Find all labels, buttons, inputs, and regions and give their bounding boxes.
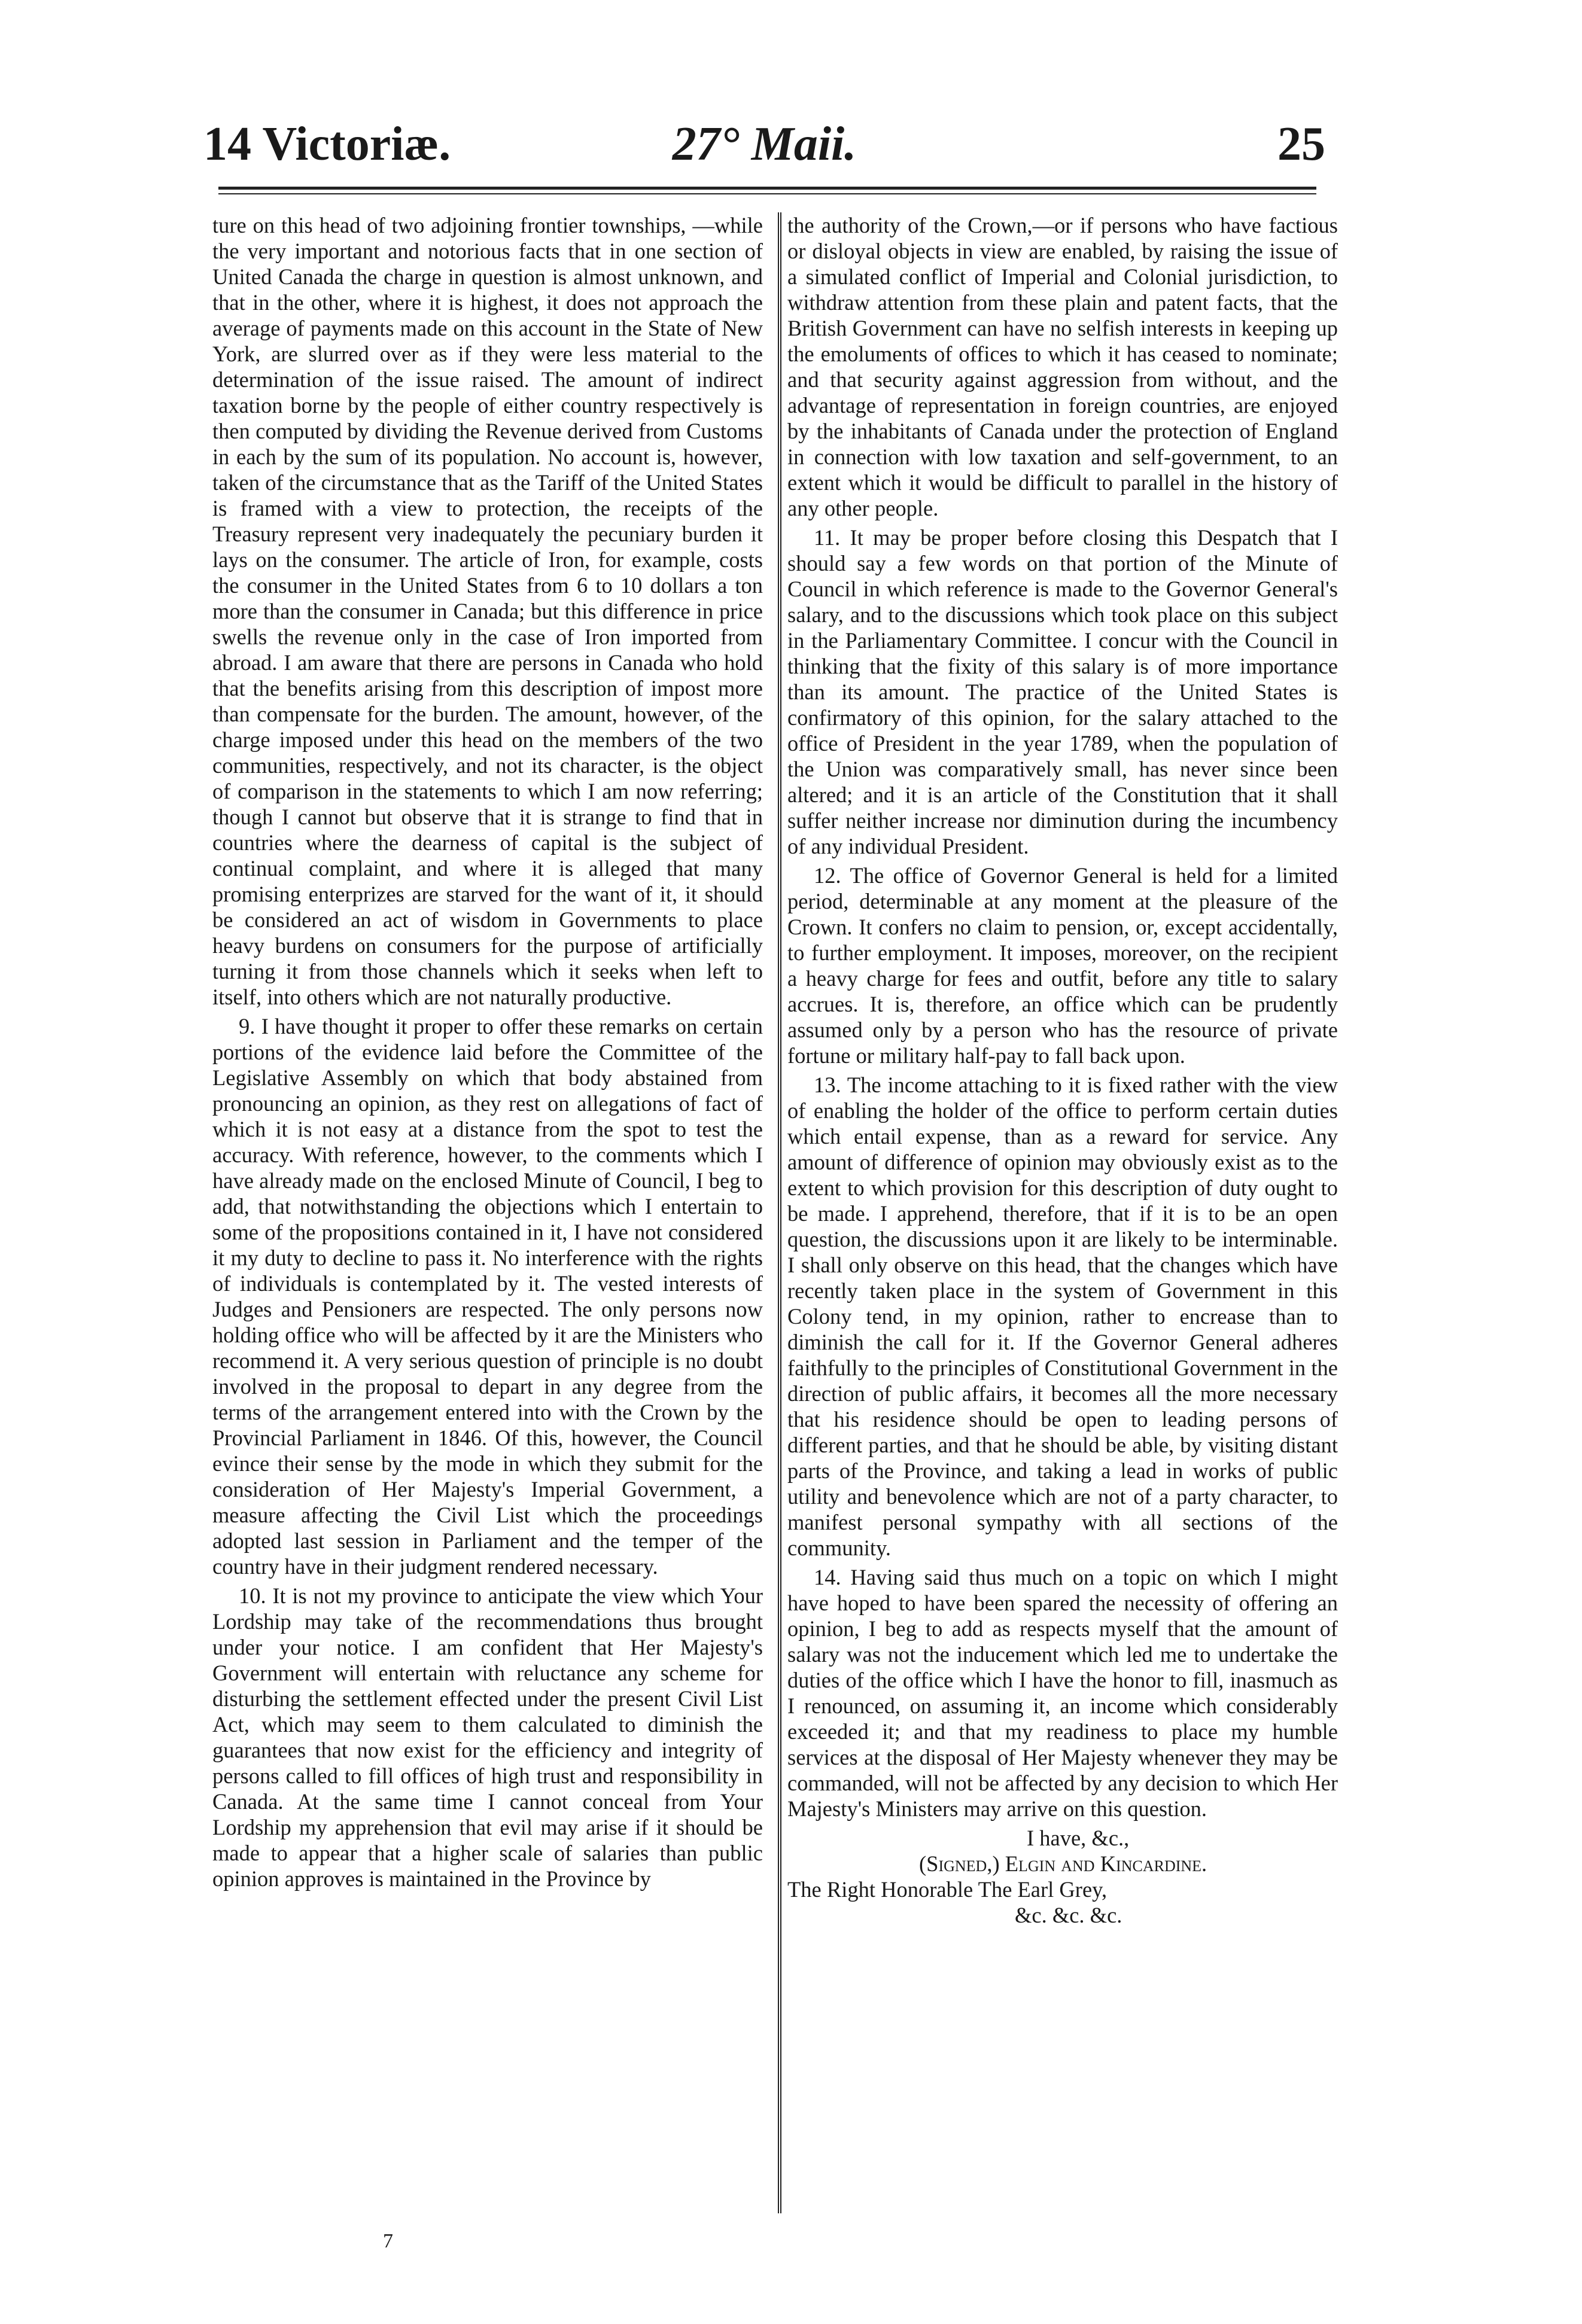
- header-date: 27° Maii.: [672, 118, 857, 170]
- signed-line: (Signed,) Elgin and Kincardine.: [919, 1851, 1207, 1876]
- page-number: 25: [1277, 118, 1325, 170]
- paragraph: 10. It is not my province to anticipate the view which Your Lordship may take of the recommendations thus brought under your notice. I am confident that Her Majesty's Government will entertain with reluctance any scheme for disturbing the settlement effected under the present Civil List Act, which may seem to them calculated to diminish the guarantees that now exist for the efficiency and integrity of persons called to fill offices of high trust and responsibility in Canada. At the same time I cannot conceal from Your Lordship my apprehension that evil may arise if it should be made to appear that a higher scale of salaries than public opinion approves is maintained in the Province by: [212, 1583, 763, 1891]
- paragraph: 11. It may be proper before closing this Despatch that I should say a few words on that portion of the Minute of Council in which reference is made to the Governor General's salary, and to the discussions which took place on this subject in the Parliamentary Committee. I concur with the Council in thinking that the fixity of this salary is of more importance than its amount. The practice of the United States is confirmatory of this opinion, for the salary attached to the office of President in the year 1789, when the population of the Union was comparatively small, has never since been altered; and it is an article of the Constitution that it shall suffer neither increase nor diminution during the incumbency of any individual President.: [787, 525, 1338, 858]
- paragraph: 14. Having said thus much on a topic on which I might have hoped to have been spared the necessity of offering an opinion, I beg to add as respects myself that the amount of salary was not the inducement which led me to undertake the duties of the office which I have the honor to fill, inasmuch as I renounced, on assuming it, an income which considerably exceeded it; and that my readiness to place my humble services at the disposal of Her Majesty whenever they may be commanded, will not be affected by any decision to which Her Majesty's Ministers may arrive on this question.: [787, 1565, 1338, 1821]
- header-rule-thin: [218, 193, 1316, 194]
- paragraph: 9. I have thought it proper to offer these remarks on certain portions of the evidence laid before the Committee of the Legislative Assembly on which that body abstained from pronouncing an opinion, as they rest on allegations of fact of which it is not easy at a distance from the spot to test the accuracy. With reference, however, to the comments which I have already made on the enclosed Minute of Council, I beg to add, that notwithstanding the objections which I entertain to some of the propositions contained in it, I have not considered it my duty to decline to pass it. No interference with the rights of individuals is contemplated by it. The vested interests of Judges and Pensioners are respected. The only persons now holding office who will be affected by it are the Ministers who recommend it. A very serious question of principle is no doubt involved in the proposal to depart in any degree from the terms of the arrangement entered into with the Crown by the Provincial Parliament in 1846. Of this, however, the Council evince their sense by the mode in which they submit for the consideration of Her Majesty's Imperial Government, a measure affecting the Civil List which the proceedings adopted last session in Parliament and the temper of the country have in their judgment rendered necessary.: [212, 1014, 763, 1579]
- addressee-line: The Right Honorable The Earl Grey,: [787, 1877, 1108, 1902]
- paragraph: 12. The office of Governor General is held for a limited period, determinable at any moment at the pleasure of the Crown. It confers no claim to pension, or, except accidentally, to further employment. It imposes, moreover, on the recipient a heavy charge for fees and outfit, before any title to salary accrues. It is, therefore, an office which can be prudently assumed only by a person who has the resource of private fortune or military half-pay to fall back upon.: [787, 863, 1338, 1068]
- etc-line: &c. &c. &c.: [1015, 1903, 1122, 1927]
- column-divider: [778, 212, 781, 2213]
- left-column: [212, 212, 763, 2219]
- paragraph: the authority of the Crown,—or if persons who have factious or disloyal objects in view are enabled, by raising the issue of a simulated conflict of Imperial and Colonial jurisdiction, to withdraw attention from these plain and patent facts, that the British Government can have no selfish interests in keeping up the emoluments of offices to which it has ceased to nominate; and that security against aggression from without, and the advantage of representation in foreign countries, are enjoyed by the inhabitants of Canada under the protection of England in connection with low taxation and self-government, to an extent which it would be difficult to parallel in the history of any other people.: [787, 213, 1338, 520]
- signature-block: [787, 1825, 1338, 1928]
- closing-line: I have, &c.,: [1027, 1826, 1130, 1850]
- paragraph: ture on this head of two adjoining frontier townships, —while the very important and notorious facts that in one section of United Canada the charge in question is almost unknown, and that in the other, where it is highest, it does not approach the average of payments made on this account in the State of New York, are slurred over as if they were less material to the determination of the issue raised. The amount of indirect taxation borne by the people of either country respectively is then computed by dividing the Revenue derived from Customs in each by the sum of its population. No account is, however, taken of the circumstance that as the Tariff of the United States is framed with a view to protection, the receipts of the Treasury represent very inadequately the pecuniary burden it lays on the consumer. The article of Iron, for example, costs the consumer in the United States from 6 to 10 dollars a ton more than the consumer in Canada; but this difference in price swells the revenue only in the case of Iron imported from abroad. I am aware that there are persons in Canada who hold that the benefits arising from this description of impost more than compensate for the burden. The amount, however, of the charge imposed under this head on the members of the two communities, respectively, and not its character, is the object of comparison in the statements to which I am now referring; though I cannot but observe that it is strange to find that in countries where the dearness of capital is the subject of continual complaint, and where it is alleged that many promising enterprizes are starved for the want of it, it should be considered an act of wisdom in Governments to place heavy burdens on consumers for the purpose of artificially turning it from those channels which it seeks when left to itself, into others which are not naturally productive.: [212, 213, 763, 1009]
- running-header: [203, 117, 1325, 183]
- paragraph: 13. The income attaching to it is fixed rather with the view of enabling the holder of the office to perform certain duties which entail expense, than as a reward for service. Any amount of difference of opinion may obviously exist as to the extent to which provision for this description of duty ought to be made. I apprehend, therefore, that if it is to be an open question, the discussions upon it are likely to be interminable. I shall only observe on this head, that the changes which have recently taken place in the system of Government in this Colony tend, in my opinion, rather to encrease than to diminish the call for it. If the Governor General adheres faithfully to the principles of Constitutional Government in the direction of public affairs, it becomes all the more necessary that his residence should be open to leading persons of different parties, and that he should be able, by visiting distant parts of the Province, and taking a lead in works of public utility and benevolence which are not of a party character, to manifest personal sympathy with all sections of the community.: [787, 1073, 1338, 1560]
- header-session: 14 Victoriæ.: [203, 118, 451, 170]
- header-rule-thick: [218, 187, 1316, 190]
- signature-mark: 7: [383, 2230, 393, 2252]
- right-column: [787, 212, 1338, 2219]
